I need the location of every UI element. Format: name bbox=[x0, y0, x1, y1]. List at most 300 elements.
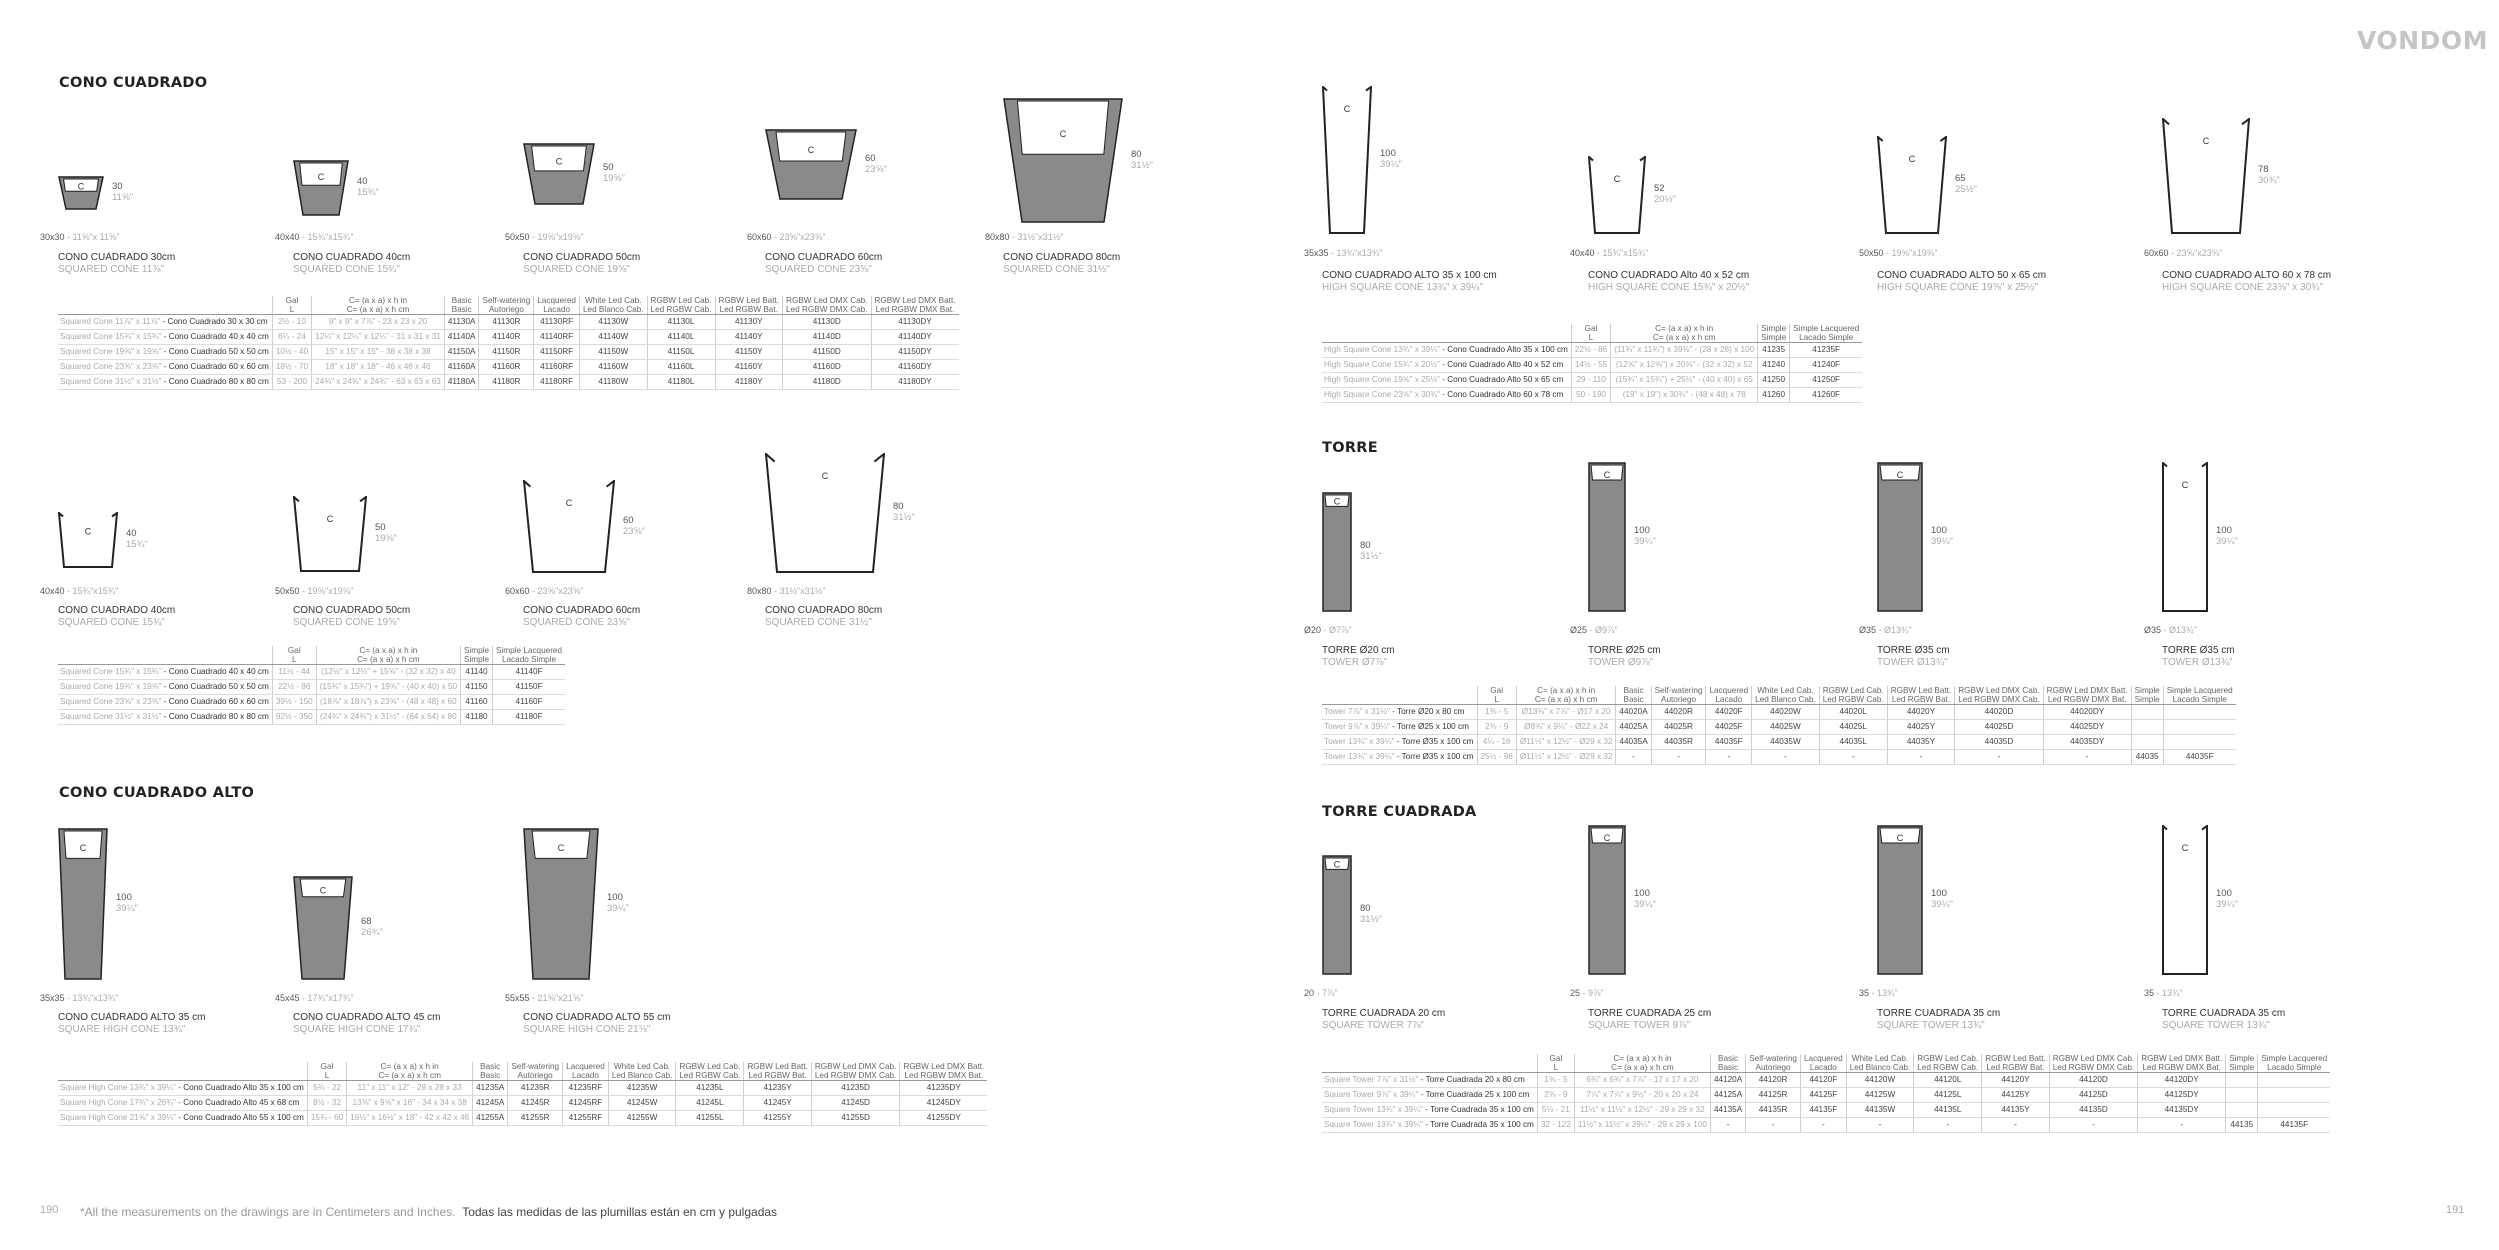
table-cell: 41150 bbox=[461, 680, 493, 695]
table-cell: 4¼ - 16 bbox=[1477, 735, 1516, 750]
planter-outline-icon bbox=[1003, 98, 1123, 223]
table-cell: 2⅜ - 9 bbox=[1537, 1088, 1574, 1103]
table-cell: 41245R bbox=[508, 1096, 563, 1111]
height-cm: 52 bbox=[1654, 183, 1665, 194]
row-name-es: Torre Cuadrada 25 x 100 cm bbox=[1425, 1090, 1530, 1099]
row-name-en: Square High Cone 21⅝" x 39¼" bbox=[60, 1113, 176, 1122]
table-cell: 15¾ - 60 bbox=[307, 1111, 346, 1126]
table-cell: 44025L bbox=[1819, 720, 1887, 735]
name-en: SQUARED CONE 23⅝" bbox=[523, 617, 630, 628]
name-en: SQUARE TOWER 7⅞" bbox=[1322, 1020, 1425, 1031]
column-header bbox=[479, 296, 534, 315]
table-cell: 41140F bbox=[493, 665, 566, 680]
height-cm: 100 bbox=[1931, 888, 1947, 899]
planter-outline-icon bbox=[765, 453, 885, 573]
table-cell: 41180A bbox=[444, 375, 479, 390]
column-header bbox=[1955, 686, 2043, 705]
svg-text:C: C bbox=[1333, 859, 1341, 870]
header-text: Basic bbox=[1718, 1054, 1739, 1063]
table-header-row bbox=[58, 296, 959, 315]
dim-cm: 35 bbox=[1859, 988, 1870, 998]
product-dimensions bbox=[1304, 625, 1352, 635]
column-header bbox=[676, 1062, 744, 1081]
table-cell: 41150DY bbox=[871, 345, 959, 360]
product-height bbox=[375, 522, 397, 544]
table-row bbox=[1322, 735, 2236, 750]
table-cell: 41150F bbox=[493, 680, 566, 695]
row-name: Squared Cone 23⅝" x 23⅝" - Cono Cuadrado 60 x 60 cm bbox=[58, 695, 272, 710]
table-cell: 41150D bbox=[783, 345, 871, 360]
planter-outline-icon bbox=[523, 480, 615, 573]
header-text: Basic bbox=[480, 1071, 501, 1080]
product-drawing-cc50 bbox=[523, 143, 595, 205]
header-text: Basic bbox=[1623, 686, 1644, 695]
svg-text:C: C bbox=[807, 145, 815, 156]
height-cm: 100 bbox=[607, 892, 623, 903]
product-name bbox=[765, 252, 882, 276]
table-cell: 44025Y bbox=[1887, 720, 1955, 735]
dim-cm: 60x60 bbox=[747, 232, 772, 242]
name-es: CONO CUADRADO 50cm bbox=[523, 252, 641, 263]
dim-in: - 23⅝"x23⅝" bbox=[2168, 248, 2223, 258]
row-name: Squared Cone 23⅝" x 23⅝" - Cono Cuadrado 60 x 60 cm bbox=[58, 360, 272, 375]
table-cell: 41245DY bbox=[900, 1096, 988, 1111]
product-dimensions bbox=[1304, 988, 1338, 998]
column-header bbox=[272, 646, 316, 665]
table-cell: 44120W bbox=[1846, 1073, 1914, 1088]
table-cell: 41180R bbox=[479, 375, 534, 390]
table-cell: 15" x 15" x 15" - 38 x 38 x 38 bbox=[312, 345, 445, 360]
header-text: Simple Lacquered bbox=[1793, 324, 1860, 333]
header-text: Led Blanco Cab. bbox=[1849, 1063, 1911, 1072]
row-name-en: Square High Cone 17¾" x 26¾" bbox=[60, 1098, 176, 1107]
table-cell: 41160R bbox=[479, 360, 534, 375]
column-header bbox=[461, 646, 493, 665]
product-dimensions bbox=[275, 993, 353, 1003]
name-es: CONO CUADRADO 80cm bbox=[1003, 252, 1121, 263]
dim-cm: 20 bbox=[1304, 988, 1315, 998]
dim-in: - 13¾" bbox=[1869, 988, 1898, 998]
product-name bbox=[765, 605, 882, 629]
column-header bbox=[2049, 1054, 2137, 1073]
product-dimensions bbox=[2144, 625, 2197, 635]
name-es: CONO CUADRADO ALTO 60 x 78 cm bbox=[2162, 270, 2332, 281]
table-cell: 41140D bbox=[783, 330, 871, 345]
header-text: RGBW Led Cab. bbox=[1917, 1054, 1979, 1063]
table-cell: 41180DY bbox=[871, 375, 959, 390]
product-name bbox=[1322, 1008, 1445, 1032]
header-text: Lacado bbox=[572, 1071, 599, 1080]
table-cell: 22½ - 86 bbox=[272, 680, 316, 695]
table-cell bbox=[2226, 1088, 2258, 1103]
table-cell: - bbox=[1846, 1118, 1914, 1133]
name-es: CONO CUADRADO Alto 40 x 52 cm bbox=[1588, 270, 1750, 281]
column-header bbox=[444, 296, 479, 315]
name-en: SQUARED CONE 31½" bbox=[1003, 264, 1110, 275]
header-text: Lacquered bbox=[537, 296, 576, 305]
product-dimensions bbox=[747, 586, 825, 596]
column-header bbox=[563, 1062, 609, 1081]
spec-table-cono-cuadrado-alto bbox=[58, 1062, 987, 1126]
header-text: RGBW Led DMX Cab. bbox=[2052, 1054, 2135, 1063]
table-cell: 41160D bbox=[783, 360, 871, 375]
table-cell: 6¾" x 6¾" x 7⅞" - 17 x 17 x 20 bbox=[1574, 1073, 1710, 1088]
row-name: Square High Cone 17¾" x 26¾" - Cono Cuadrado Alto 45 x 68 cm bbox=[58, 1096, 307, 1111]
product-height bbox=[2216, 525, 2238, 547]
name-en: SQUARE TOWER 9⅞" bbox=[1588, 1020, 1691, 1031]
height-cm: 100 bbox=[1380, 148, 1396, 159]
header-text: Basic bbox=[1718, 1063, 1739, 1072]
height-cm: 100 bbox=[1931, 525, 1947, 536]
product-dimensions bbox=[1570, 988, 1604, 998]
row-name: Square Tower 13¾" x 39¼" - Torre Cuadrada 35 x 100 cm bbox=[1322, 1118, 1537, 1133]
dim-in: - 13¾" bbox=[2154, 988, 2183, 998]
table-cell: 41255RF bbox=[563, 1111, 609, 1126]
name-es: CONO CUADRADO ALTO 35 cm bbox=[58, 1012, 206, 1023]
table-cell: 41140DY bbox=[871, 330, 959, 345]
dim-cm: 55x55 bbox=[505, 993, 530, 1003]
column-header bbox=[1574, 1054, 1710, 1073]
table-cell: (12½" x 12½" + 15⅝" - (32 x 32) x 40 bbox=[316, 665, 460, 680]
name-es: CONO CUADRADO 60cm bbox=[765, 252, 883, 263]
name-en: TOWER Ø9⅞" bbox=[1588, 657, 1654, 668]
table-cell: 44135R bbox=[1746, 1103, 1801, 1118]
svg-text:C: C bbox=[1603, 832, 1611, 843]
table-cell: 6¼ - 24 bbox=[272, 330, 311, 345]
table-row bbox=[58, 360, 959, 375]
table-cell: 41235L bbox=[676, 1081, 744, 1096]
dim-in: - 15¾"x15¾" bbox=[1594, 248, 1649, 258]
header-text: L bbox=[324, 1071, 330, 1080]
svg-text:C: C bbox=[326, 514, 334, 524]
column-header bbox=[1537, 1054, 1574, 1073]
column-header bbox=[608, 1062, 676, 1081]
table-cell: - bbox=[1651, 750, 1706, 765]
product-dimensions bbox=[505, 232, 583, 242]
dim-in: - 11⅝"x 11⅝" bbox=[64, 232, 120, 242]
table-cell: 11½" x 11½" x 12½" - 29 x 29 x 32 bbox=[1574, 1103, 1710, 1118]
column-header bbox=[900, 1062, 988, 1081]
header-text: Lacado Simple bbox=[501, 655, 557, 664]
row-name-es: Cono Cuadrado 80 x 80 cm bbox=[168, 712, 269, 721]
planter-outline-icon bbox=[523, 828, 599, 980]
header-text: Lacado bbox=[1809, 1063, 1837, 1072]
table-cell: - bbox=[1800, 1118, 1846, 1133]
table-cell bbox=[2258, 1088, 2331, 1103]
table-cell: 41180 bbox=[461, 710, 493, 725]
product-name bbox=[523, 605, 640, 629]
product-height bbox=[1380, 148, 1402, 170]
row-name: Squared Cone 31½" x 31½" - Cono Cuadrado 80 x 80 cm bbox=[58, 710, 272, 725]
height-cm: 80 bbox=[893, 501, 904, 512]
table-cell: (19" x 19") x 30¾" - (48 x 48) x 78 bbox=[1611, 388, 1758, 403]
table-cell: - bbox=[1706, 750, 1752, 765]
table-cell: 41255A bbox=[473, 1111, 508, 1126]
table-cell: 18" x 18" x 18" - 46 x 46 x 46 bbox=[312, 360, 445, 375]
name-es: CONO CUADRADO ALTO 35 x 100 cm bbox=[1322, 270, 1497, 281]
row-name-es: Cono Cuadrado 40 x 40 cm bbox=[168, 667, 269, 676]
height-cm: 60 bbox=[623, 514, 634, 526]
name-en: SQUARE HIGH CONE 17¾" bbox=[293, 1024, 421, 1035]
name-es: TORRE CUADRADA 20 cm bbox=[1322, 1008, 1446, 1019]
footnote-en: *All the measurements on the drawings are in Centimeters and Inches. bbox=[80, 1205, 456, 1219]
section-title-cono-cuadrado-alto: CONO CUADRADO ALTO bbox=[59, 785, 255, 801]
product-height bbox=[865, 153, 887, 175]
svg-text:C: C bbox=[2202, 136, 2210, 146]
table-cell: 44135F bbox=[1800, 1103, 1846, 1118]
product-dimensions bbox=[1859, 625, 1912, 635]
header-text: Led RGBW Cab. bbox=[650, 305, 712, 314]
product-name bbox=[293, 252, 410, 276]
name-en: HIGH SQUARE CONE 13¾" x 39¼" bbox=[1322, 282, 1484, 293]
product-drawing-tc25 bbox=[1588, 825, 1626, 975]
dim-cm: 30x30 bbox=[40, 232, 65, 242]
row-name-en: High Square Cone 19⅝" x 25½" bbox=[1324, 375, 1440, 384]
table-cell: 41160 bbox=[461, 695, 493, 710]
table-cell: 41235DY bbox=[900, 1081, 988, 1096]
svg-text:C: C bbox=[1613, 174, 1621, 184]
header-text: RGBW Led DMX Batt. bbox=[903, 1062, 985, 1071]
dim-cm: 80x80 bbox=[747, 586, 772, 596]
column-header bbox=[2258, 1054, 2331, 1073]
product-drawing-cc80 bbox=[1003, 98, 1123, 223]
product-height bbox=[893, 501, 915, 523]
product-height bbox=[1360, 903, 1382, 925]
height-in: 39¼" bbox=[1931, 536, 1953, 547]
table-cell: 44120F bbox=[1800, 1073, 1846, 1088]
table-row bbox=[1322, 373, 1862, 388]
table-cell: 13⅜" x 9⅝" x 16" - 34 x 34 x 38 bbox=[347, 1096, 473, 1111]
column-header bbox=[2043, 686, 2131, 705]
row-name-en: Squared Cone 23⅝" x 23⅝" bbox=[60, 362, 162, 371]
header-text: Simple bbox=[1761, 324, 1787, 333]
header-text: C= (a x a) x h in bbox=[359, 646, 418, 655]
table-cell: 41245W bbox=[608, 1096, 676, 1111]
table-row bbox=[58, 1111, 987, 1126]
table-cell: 2½ - 10 bbox=[272, 315, 311, 330]
height-in: 19⅝" bbox=[375, 533, 397, 544]
header-text: White Led Cab. bbox=[585, 296, 642, 305]
height-cm: 30 bbox=[112, 181, 123, 192]
footnote bbox=[80, 1205, 777, 1219]
table-cell: - bbox=[1982, 1118, 2050, 1133]
column-header bbox=[2163, 686, 2236, 705]
name-es: CONO CUADRADO ALTO 45 cm bbox=[293, 1012, 441, 1023]
dim-cm: 50x50 bbox=[1859, 248, 1884, 258]
page-number-right: 191 bbox=[2446, 1204, 2465, 1216]
table-cell: 41130D bbox=[783, 315, 871, 330]
row-name-es: Torre Cuadrada 35 x 100 cm bbox=[1430, 1105, 1534, 1114]
row-name-es: Cono Cuadrado Alto 35 x 100 cm bbox=[1447, 345, 1568, 354]
header-text: Gal bbox=[285, 296, 299, 305]
name-es: CONO CUADRADO 50cm bbox=[293, 605, 411, 616]
table-cell: 44135 bbox=[2226, 1118, 2258, 1133]
name-es: CONO CUADRADO 40cm bbox=[293, 252, 411, 263]
column-header bbox=[744, 1062, 812, 1081]
product-dimensions bbox=[1570, 248, 1648, 258]
table-cell: 44035A bbox=[1616, 735, 1651, 750]
header-text: C= (a x a) x h cm bbox=[346, 305, 410, 314]
dim-in: - Ø7⅞" bbox=[1321, 625, 1352, 635]
name-es: CONO CUADRADO ALTO 55 cm bbox=[523, 1012, 671, 1023]
product-height bbox=[126, 528, 148, 550]
column-header bbox=[1800, 1054, 1846, 1073]
product-name bbox=[1877, 270, 2046, 294]
row-name: High Square Cone 19⅝" x 25½" - Cono Cuadrado Alto 50 x 65 cm bbox=[1322, 373, 1571, 388]
planter-outline-icon bbox=[1877, 136, 1947, 234]
row-name: Square Tower 13¾" x 39¼" - Torre Cuadrada 35 x 100 cm bbox=[1322, 1103, 1537, 1118]
table-row bbox=[1322, 358, 1862, 373]
product-height bbox=[1654, 183, 1676, 205]
row-name-es: Cono Cuadrado 40 x 40 cm bbox=[168, 332, 269, 341]
planter-outline-icon bbox=[1588, 825, 1626, 975]
product-drawing-tc35s bbox=[2162, 825, 2208, 975]
table-cell: 22½ - 86 bbox=[1571, 343, 1610, 358]
product-name bbox=[1877, 1008, 2000, 1032]
table-cell: 44025D bbox=[1955, 720, 2043, 735]
table-cell: 44125W bbox=[1846, 1088, 1914, 1103]
table-cell bbox=[2163, 735, 2236, 750]
table-row bbox=[1322, 343, 1862, 358]
product-height bbox=[607, 892, 629, 914]
column-header bbox=[1846, 1054, 1914, 1073]
table-cell: 44025R bbox=[1651, 720, 1706, 735]
table-cell: 41260F bbox=[1790, 388, 1863, 403]
svg-text:C: C bbox=[319, 885, 327, 896]
product-dimensions bbox=[985, 232, 1063, 242]
product-name bbox=[523, 252, 640, 276]
column-header bbox=[871, 296, 959, 315]
row-name: Squared Cone 19⅝" x 19⅝" - Cono Cuadrado 50 x 50 cm bbox=[58, 345, 272, 360]
header-text: Lacquered bbox=[1709, 686, 1749, 695]
svg-text:C: C bbox=[565, 498, 573, 508]
header-text: Lacado bbox=[543, 305, 571, 314]
height-in: 20½" bbox=[1654, 194, 1676, 205]
header-text: RGBW Led Batt. bbox=[747, 1062, 808, 1071]
table-cell: 16½" x 16½" x 18" - 42 x 42 x 46 bbox=[347, 1111, 473, 1126]
table-cell: 44125Y bbox=[1982, 1088, 2050, 1103]
row-name: Square Tower 9⅞" x 39¼" - Torre Cuadrada 25 x 100 cm bbox=[1322, 1088, 1537, 1103]
table-cell: 92½ - 350 bbox=[272, 710, 316, 725]
column-header bbox=[1887, 686, 1955, 705]
table-row bbox=[1322, 1118, 2330, 1133]
row-name-es: Cono Cuadrado Alto 55 x 100 cm bbox=[183, 1113, 304, 1122]
product-dimensions bbox=[1570, 625, 1618, 635]
table-cell: 41235 bbox=[1758, 343, 1790, 358]
product-drawing-tc20 bbox=[1322, 855, 1352, 975]
row-name-es: Torre Ø35 x 100 cm bbox=[1401, 737, 1474, 746]
header-text: Gal bbox=[1584, 324, 1598, 333]
product-dimensions bbox=[747, 232, 825, 242]
header-text: Led RGBW Bat. bbox=[1891, 695, 1951, 704]
product-name bbox=[1322, 645, 1395, 669]
header-text: Led RGBW DMX Cab. bbox=[1958, 695, 2040, 704]
table-cell: 41150R bbox=[479, 345, 534, 360]
header-text: Simple bbox=[464, 655, 490, 664]
product-dimensions bbox=[275, 232, 353, 242]
header-text: Simple Lacquered bbox=[2261, 1054, 2328, 1063]
table-header-row bbox=[1322, 686, 2236, 705]
table-cell: 44125A bbox=[1710, 1088, 1745, 1103]
header-text: Led RGBW Cab. bbox=[679, 1071, 741, 1080]
table-cell: 41180RF bbox=[534, 375, 580, 390]
table-cell: 44135L bbox=[1914, 1103, 1982, 1118]
row-name-es: Cono Cuadrado Alto 60 x 78 cm bbox=[1447, 390, 1564, 399]
table-cell: Ø11½" x 12½" - Ø29 x 32 bbox=[1516, 750, 1616, 765]
product-drawing-t35 bbox=[1877, 462, 1923, 612]
table-cell: Ø13⅜" x 7⅞" - Ø17 x 20 bbox=[1516, 705, 1616, 720]
brand-logo: VONDOM bbox=[2357, 26, 2488, 55]
header-text: L bbox=[1553, 1063, 1559, 1072]
table-cell: 44135A bbox=[1710, 1103, 1745, 1118]
table-cell: 44135D bbox=[2049, 1103, 2137, 1118]
product-height bbox=[1931, 525, 1953, 547]
column-header bbox=[1516, 686, 1616, 705]
planter-outline-icon bbox=[523, 143, 595, 205]
table-cell: 41160F bbox=[493, 695, 566, 710]
column-header bbox=[534, 296, 580, 315]
table-cell: 44035D bbox=[1955, 735, 2043, 750]
header-text: Led RGBW DMX Bat. bbox=[875, 305, 955, 314]
table-cell bbox=[2163, 720, 2236, 735]
table-cell: 41160L bbox=[647, 360, 715, 375]
product-height bbox=[116, 892, 138, 914]
height-in: 39¼" bbox=[607, 903, 629, 914]
height-in: 26¾" bbox=[361, 927, 383, 938]
dim-in: - 23⅝"x23⅝" bbox=[771, 232, 826, 242]
table-cell: 41235F bbox=[1790, 343, 1863, 358]
height-cm: 100 bbox=[116, 892, 132, 903]
column-header bbox=[715, 296, 783, 315]
svg-text:C: C bbox=[1333, 496, 1341, 507]
table-cell: 41150RF bbox=[534, 345, 580, 360]
table-cell: 41130RF bbox=[534, 315, 580, 330]
height-in: 23⅝" bbox=[623, 525, 645, 537]
table-cell: 41245A bbox=[473, 1096, 508, 1111]
header-text: Autoriego bbox=[488, 305, 524, 314]
product-name bbox=[1588, 1008, 1711, 1032]
svg-text:C: C bbox=[1896, 469, 1904, 480]
table-cell: 41235R bbox=[508, 1081, 563, 1096]
row-name-es: Torre Ø35 x 100 cm bbox=[1401, 752, 1474, 761]
column-header bbox=[58, 1062, 307, 1081]
column-header bbox=[579, 296, 647, 315]
name-es: CONO CUADRADO 60cm bbox=[523, 605, 641, 616]
header-text: Simple Lacquered bbox=[496, 646, 563, 655]
header-text: Lacado Simple bbox=[2172, 695, 2227, 704]
spec-table-cono-cuadrado-simple bbox=[58, 646, 565, 725]
table-cell: 41160W bbox=[579, 360, 647, 375]
column-header bbox=[811, 1062, 899, 1081]
product-name bbox=[58, 605, 175, 629]
dim-in: - 19⅝"x19⅝" bbox=[299, 586, 354, 596]
table-cell: 41255W bbox=[608, 1111, 676, 1126]
row-name: High Square Cone 13¾" x 39¼" - Cono Cuadrado Alto 35 x 100 cm bbox=[1322, 343, 1571, 358]
table-cell: 50 - 190 bbox=[1571, 388, 1610, 403]
product-name bbox=[1322, 270, 1497, 294]
product-name bbox=[2162, 270, 2331, 294]
table-cell: 9" x 9" x 7⅞" - 23 x 23 x 20 bbox=[312, 315, 445, 330]
header-text: C= (a x a) x h in bbox=[1537, 686, 1596, 695]
column-header bbox=[2138, 1054, 2226, 1073]
table-cell: 39½ - 150 bbox=[272, 695, 316, 710]
row-name: Squared Cone 15¾" x 15¾" - Cono Cuadrado 40 x 40 cm bbox=[58, 330, 272, 345]
row-name: Squared Cone 15¾" x 15¾" - Cono Cuadrado 40 x 40 cm bbox=[58, 665, 272, 680]
row-name-en: Squared Cone 15¾" x 15¾" bbox=[60, 667, 162, 676]
row-name-es: Torre Cuadrada 20 x 80 cm bbox=[1425, 1075, 1525, 1084]
table-cell: 41140 bbox=[461, 665, 493, 680]
svg-text:C: C bbox=[1343, 104, 1351, 114]
